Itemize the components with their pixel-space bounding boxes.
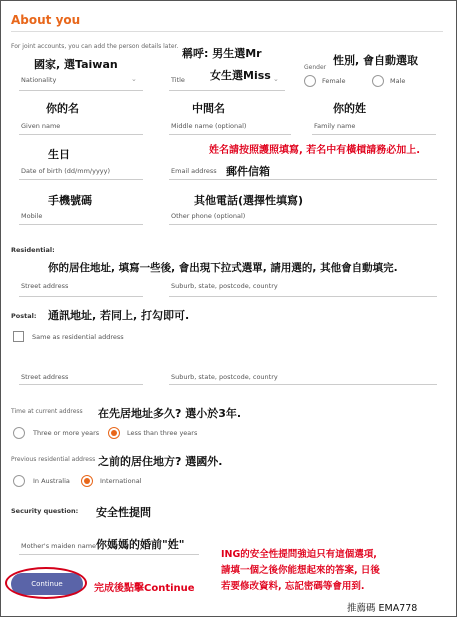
previous-address-label: Previous residential address	[11, 456, 96, 463]
annotation-ing-note-1: ING的安全性提問強迫只有這個選項,	[221, 549, 377, 560]
family-name-label: Family name	[314, 122, 356, 130]
continue-button[interactable]: Continue	[11, 573, 83, 595]
referral-code: 推薦碼 EMA778	[347, 603, 418, 614]
annotation-time: 在先居地址多久? 選小於3年.	[98, 407, 242, 420]
intro-text: For joint accounts, you can add the person details later.	[11, 43, 179, 50]
annotation-security: 安全性提問	[96, 506, 151, 519]
annotation-nationality: 國家, 選Taiwan	[34, 58, 118, 71]
annotation-given: 你的名	[46, 102, 79, 115]
three-or-more-years-label: Three or more years	[33, 429, 100, 437]
annotation-family: 你的姓	[333, 102, 366, 115]
annotation-dob: 生日	[48, 148, 70, 161]
in-australia-radio[interactable]	[13, 475, 25, 487]
family-name-input[interactable]	[312, 113, 436, 135]
chevron-down-icon: ⌄	[131, 75, 137, 83]
security-question-label: Security question:	[11, 507, 79, 515]
residential-label: Residential:	[11, 246, 55, 254]
mobile-label: Mobile	[21, 212, 43, 220]
nationality-select[interactable]	[19, 67, 143, 91]
annotation-title-1: 稱呼: 男生選Mr	[182, 47, 262, 60]
highlight-oval	[5, 567, 87, 599]
mobile-input[interactable]	[19, 203, 143, 225]
email-label: Email address	[171, 167, 217, 175]
gender-label: Gender	[304, 64, 327, 71]
chevron-down-icon: ⌄	[273, 75, 279, 83]
title-label: Title	[171, 76, 185, 84]
annotation-mobile: 手機號碼	[48, 194, 92, 207]
same-as-residential-checkbox[interactable]	[13, 331, 24, 342]
residential-suburb-label: Suburb, state, postcode, country	[171, 282, 278, 290]
residential-street-input[interactable]	[19, 275, 143, 297]
dob-label: Date of birth (dd/mm/yyyy)	[21, 167, 111, 175]
three-or-more-years-radio[interactable]	[13, 427, 25, 439]
given-name-label: Given name	[21, 122, 61, 130]
annotation-other-phone: 其他電話(選擇性填寫)	[194, 194, 304, 207]
annotation-ing-note-2: 請填一個之後你能想起來的答案, 日後	[221, 565, 380, 576]
postal-street-input[interactable]	[19, 363, 143, 385]
other-phone-input[interactable]	[169, 203, 437, 225]
annotation-prev: 之前的居住地方? 選國外.	[98, 455, 223, 468]
postal-suburb-label: Suburb, state, postcode, country	[171, 373, 278, 381]
in-australia-label: In Australia	[33, 477, 70, 485]
residential-street-label: Street address	[21, 282, 69, 290]
middle-name-input[interactable]	[169, 113, 291, 135]
divider	[11, 31, 443, 32]
residential-suburb-input[interactable]	[169, 275, 437, 297]
postal-suburb-input[interactable]	[169, 363, 437, 385]
annotation-residential: 你的居住地址, 填寫一些後, 會出現下拉式選單, 請用選的, 其他會自動填完.	[48, 262, 398, 274]
mothers-maiden-name-label: Mother's maiden name	[21, 542, 97, 550]
less-than-three-years-radio[interactable]	[108, 427, 120, 439]
other-phone-label: Other phone (optional)	[171, 212, 246, 220]
time-at-address-label: Time at current address	[11, 408, 83, 415]
international-radio[interactable]	[81, 475, 93, 487]
dob-input[interactable]	[19, 158, 143, 180]
annotation-passport-note: 姓名請按照護照填寫, 若名中有橫槓請務必加上.	[209, 145, 421, 156]
annotation-gender: 性別, 會自動選取	[333, 54, 419, 67]
annotation-ing-note-3: 若要修改資料, 忘記密碼等會用到.	[221, 581, 365, 592]
postal-label: Postal:	[11, 312, 37, 320]
postal-street-label: Street address	[21, 373, 69, 381]
gender-female-label: Female	[322, 77, 346, 85]
page-title: About you	[11, 13, 81, 27]
international-label: International	[100, 477, 142, 485]
annotation-email: 郵件信箱	[226, 165, 270, 178]
gender-male-label: Male	[390, 77, 406, 85]
gender-female-radio[interactable]	[304, 75, 316, 87]
title-select[interactable]	[169, 67, 285, 91]
annotation-title-2: 女生選Miss	[210, 69, 271, 82]
annotation-maiden: 你媽媽的婚前"姓"	[96, 538, 185, 551]
same-as-residential-label: Same as residential address	[32, 333, 124, 341]
email-input[interactable]	[169, 158, 437, 180]
given-name-input[interactable]	[19, 113, 143, 135]
gender-male-radio[interactable]	[372, 75, 384, 87]
annotation-middle: 中間名	[192, 102, 225, 115]
less-than-three-years-label: Less than three years	[127, 429, 198, 437]
nationality-label: Nationality	[21, 76, 57, 84]
middle-name-label: Middle name (optional)	[171, 122, 247, 130]
annotation-continue: 完成後點擊Continue	[94, 583, 195, 594]
annotation-postal: 通訊地址, 若同上, 打勾即可.	[48, 309, 190, 322]
